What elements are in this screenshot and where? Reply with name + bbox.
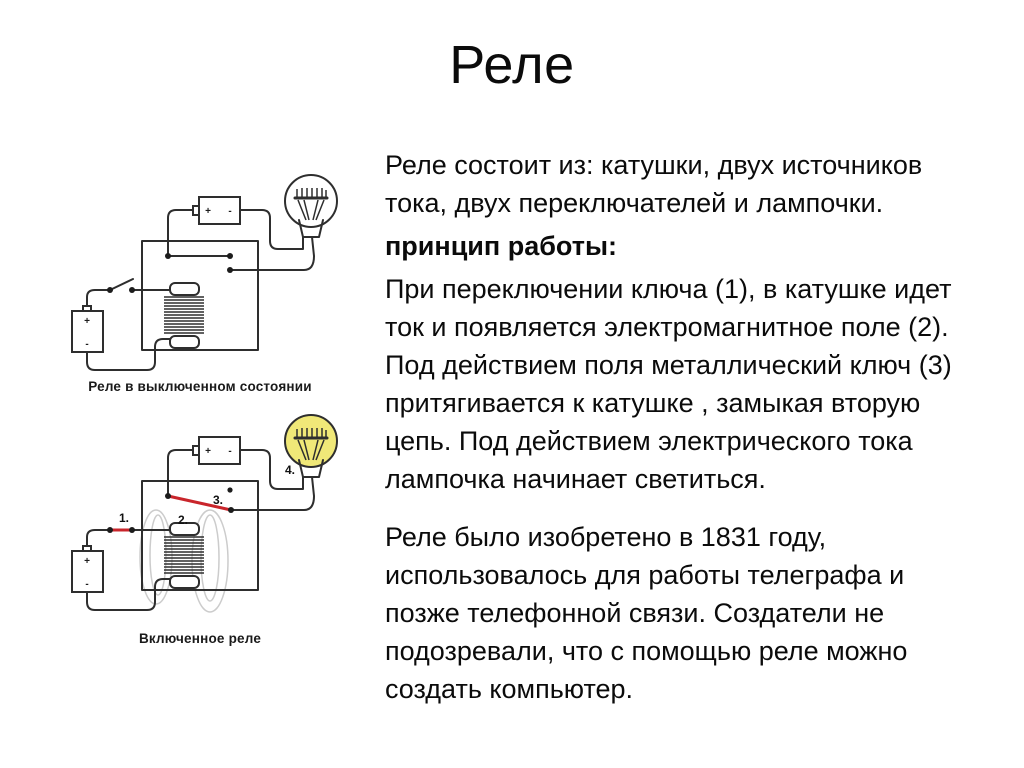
battery-plus-label: + [84, 556, 90, 567]
principle-heading: принцип работы: [385, 231, 617, 261]
relay-off-diagram [40, 150, 360, 374]
lamp-battery [193, 437, 240, 464]
battery-minus-label: - [85, 579, 89, 590]
coil-battery [72, 306, 103, 352]
coil-icon [164, 523, 204, 588]
label-bulb: 4. [285, 463, 296, 477]
battery-plus-label: + [205, 446, 211, 457]
figure-caption: Реле в выключенном состоянии [88, 379, 312, 394]
principle-paragraph: При переключении ключа (1), в катушке идет ток и появляется электромагнитное поле (2). Под действием поля металлический ключ (3) притягивается к катушке , замыкая вторую цепь. Под действием электрического тока лампочка начинает светиться. [385, 274, 952, 494]
coil-battery [72, 546, 103, 592]
figure-caption: Включенное реле [138, 631, 262, 646]
switch-open [107, 279, 135, 293]
coil-icon [164, 283, 204, 348]
metal-key-closed [165, 487, 234, 513]
metal-key-open [165, 253, 233, 273]
text-panel [385, 146, 977, 708]
label-key: 3. [213, 493, 224, 507]
label-coil: 2. [178, 513, 189, 527]
history-paragraph: Реле было изобретено в 1831 году, использовалось для работы телеграфа и позже телефонной связи. Создатели не подозревали, что с помощью реле можно создать компьютер. [385, 522, 908, 704]
lamp-battery [193, 197, 240, 224]
intro-paragraph: Реле состоит из: катушки, двух источников тока, двух переключателей и лампочки. [385, 150, 923, 218]
relay-on-figure [40, 390, 360, 646]
battery-plus-label: + [205, 206, 211, 217]
label-switch: 1. [119, 511, 130, 525]
battery-minus-label: - [228, 206, 232, 217]
relay-on-diagram [40, 390, 360, 616]
battery-plus-label: + [84, 316, 90, 327]
bulb-off-icon [285, 175, 337, 237]
relay-off-figure [40, 150, 360, 394]
wires [87, 210, 314, 370]
switch-closed [107, 527, 135, 533]
page-title: Реле [449, 35, 575, 95]
battery-minus-label: - [228, 446, 232, 457]
battery-minus-label: - [85, 339, 89, 350]
